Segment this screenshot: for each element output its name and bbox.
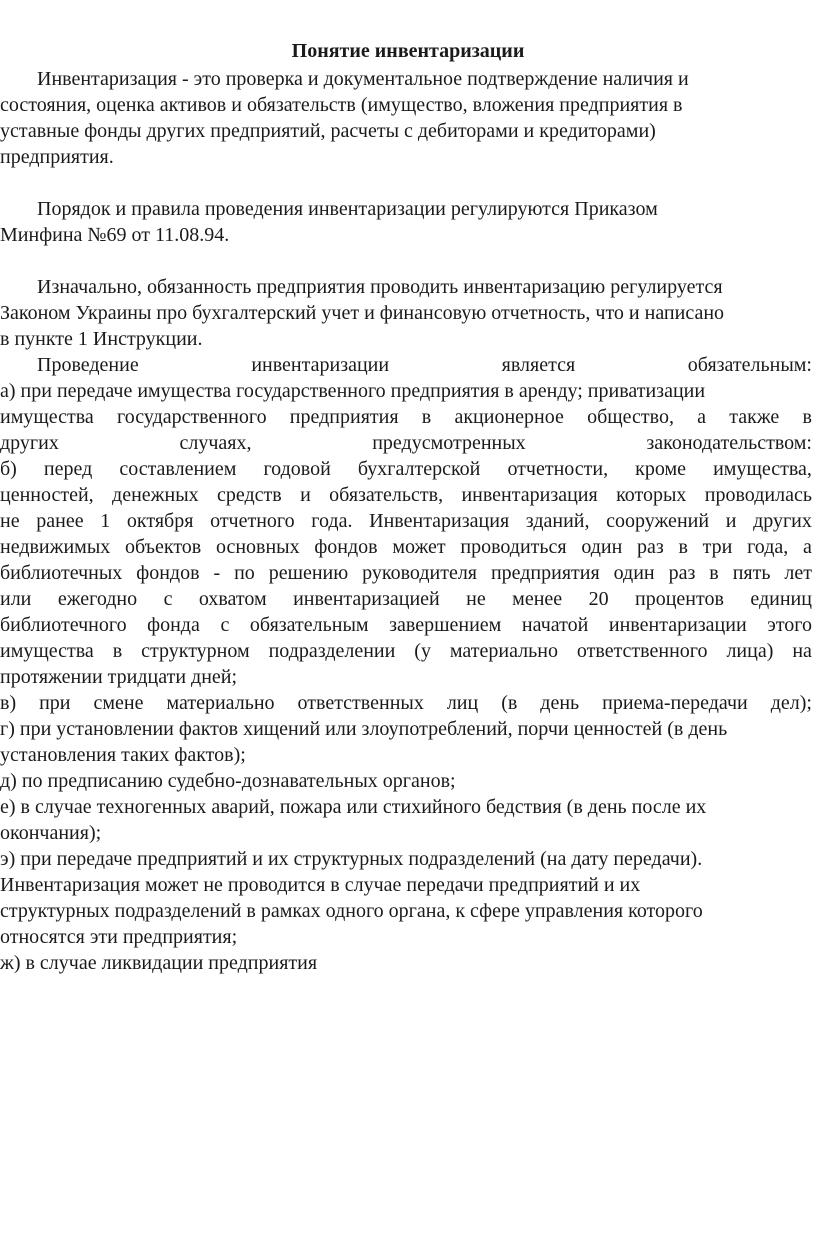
line-word: бухгалтерской [357, 458, 481, 480]
line-word: структурном [141, 640, 250, 662]
line-word: может [392, 536, 446, 558]
line-word: обязательным: [687, 354, 812, 376]
line-word: Проведение [37, 354, 139, 376]
line-word: материально [166, 692, 275, 714]
line-word: подразделении [268, 640, 396, 662]
line-text: Порядок и правила проведения инвентаризации регулируются Приказом [37, 198, 658, 220]
justified-line [37, 352, 812, 378]
text-line [0, 898, 816, 924]
line-word: по [234, 562, 255, 584]
text-line [0, 638, 816, 664]
paragraph-gap [0, 170, 816, 196]
line-word: не [0, 510, 20, 532]
text-line [0, 690, 816, 716]
justified-line [0, 534, 812, 560]
line-word: фондов [136, 562, 200, 584]
line-word: государственного [117, 406, 267, 428]
line-word: акционерное [454, 406, 564, 428]
line-word: инвентаризацией [293, 588, 440, 610]
line-word: при [39, 692, 71, 714]
line-word: б) [0, 458, 17, 480]
line-text: состояния, оценка активов и обязательств (имущество, вложения предприятия в [0, 94, 683, 116]
line-word: в [678, 536, 688, 558]
text-line [0, 92, 816, 118]
line-text: относятся эти предприятия; [0, 926, 238, 948]
line-word: предприятия [490, 562, 600, 584]
text-line [0, 456, 816, 482]
line-word: ответственных [297, 692, 424, 714]
line-word: обязательным [249, 614, 369, 636]
line-text: Инвентаризация может не проводится в случае передачи предприятий и их [0, 874, 641, 896]
line-word: фонда [147, 614, 200, 636]
line-word: ранее [36, 510, 84, 532]
line-word: ежегодно [57, 588, 138, 610]
text-line [0, 196, 816, 222]
line-word: в [802, 406, 812, 428]
text-line [0, 430, 816, 456]
line-word: один [581, 536, 623, 558]
line-word: перед [43, 458, 93, 480]
text-line [0, 924, 816, 950]
line-text: уставные фонды других предприятий, расчеты с дебиторами и кредиторами) [0, 120, 656, 142]
line-word: предусмотренных [372, 432, 526, 454]
line-word: лица) [726, 640, 774, 662]
line-word: инвентаризации [608, 614, 747, 636]
line-word: и [300, 484, 311, 506]
justified-line [0, 638, 812, 664]
line-word: денежных [112, 484, 199, 506]
line-word: библиотечных [0, 562, 123, 584]
line-word: предприятия [289, 406, 399, 428]
line-word: на [792, 640, 812, 662]
line-word: общество, [587, 406, 674, 428]
text-line [0, 404, 816, 430]
line-word: в) [0, 692, 17, 714]
line-text: Инвентаризация - это проверка и документальное подтверждение наличия и [37, 68, 689, 90]
line-word: начатой [521, 614, 589, 636]
line-word: недвижимых [0, 536, 111, 558]
line-word: один [613, 562, 655, 584]
line-word: день [540, 692, 580, 714]
text-line [0, 612, 816, 638]
line-word: случаях, [179, 432, 252, 454]
line-word: завершением [389, 614, 502, 636]
line-word: других [753, 510, 812, 532]
line-text: ж) в случае ликвидации предприятия [0, 952, 318, 974]
line-word: в [421, 406, 432, 428]
line-word: (в [501, 692, 518, 714]
line-text: Законом Украины про бухгалтерский учет и финансовую отчетность, что и написано [0, 302, 725, 324]
justified-line [0, 404, 812, 430]
line-text: э) при передаче предприятий и их структурных подразделений (на дату передачи). [0, 848, 703, 870]
line-text: Изначально, обязанность предприятия проводить инвентаризацию регулируется [37, 276, 723, 298]
line-word: Инвентаризация [369, 510, 510, 532]
line-word: проводилась [704, 484, 812, 506]
text-line [0, 820, 816, 846]
line-text: в пункте 1 Инструкции. [0, 328, 203, 350]
justified-line [0, 690, 812, 716]
text-line [0, 742, 816, 768]
justified-line [0, 508, 812, 534]
text-line [0, 66, 816, 92]
line-word: сооружений [606, 510, 710, 532]
line-word: - [213, 562, 221, 584]
text-line [0, 534, 816, 560]
justified-line [0, 612, 812, 638]
line-word: зданий, [525, 510, 590, 532]
line-word: ответственного [576, 640, 708, 662]
justified-line [0, 482, 812, 508]
line-word: (у [414, 640, 431, 662]
text-line [0, 482, 816, 508]
line-word: годовой [263, 458, 331, 480]
line-word: составлением [119, 458, 237, 480]
line-word: законодательством: [646, 432, 812, 454]
text-line [0, 274, 816, 300]
line-word: с [220, 614, 230, 636]
line-word: процентов [635, 588, 724, 610]
line-text: окончания); [0, 822, 102, 844]
text-line [0, 326, 816, 352]
line-word: лиц [446, 692, 479, 714]
text-line [0, 794, 816, 820]
line-word: с [163, 588, 173, 610]
text-line [0, 586, 816, 612]
line-word: раз [637, 536, 664, 558]
line-word: является [501, 354, 576, 376]
line-word: этого [767, 614, 812, 636]
text-line [0, 846, 816, 872]
line-text: д) по предписанию судебно-дознавательных органов; [0, 770, 456, 792]
line-word: 1 [100, 510, 111, 532]
text-line [0, 716, 816, 742]
line-word: 20 [588, 588, 609, 610]
line-word: приема-передачи [602, 692, 748, 714]
text-line [0, 872, 816, 898]
line-word: три [702, 536, 733, 558]
line-word: не [466, 588, 486, 610]
line-word: решению [268, 562, 349, 584]
line-text: предприятия. [0, 146, 114, 168]
line-word: раз [668, 562, 696, 584]
line-word: пять [732, 562, 771, 584]
text-line [0, 222, 816, 248]
text-line [0, 352, 816, 378]
line-word: октября [126, 510, 194, 532]
line-text: е) в случае техногенных аварий, пожара или стихийного бедствия (в день после их [0, 796, 707, 818]
line-word: других [0, 432, 59, 454]
line-word: в [709, 562, 719, 584]
line-word: а [802, 536, 812, 558]
text-line [0, 950, 816, 976]
line-word: имущества, [713, 458, 812, 480]
line-word: инвентаризация [461, 484, 598, 506]
line-word: в [112, 640, 123, 662]
line-word: или [0, 588, 32, 610]
justified-line [0, 430, 812, 456]
text-line [0, 300, 816, 326]
line-text: г) при установлении фактов хищений или злоупотреблений, порчи ценностей (в день [0, 718, 728, 740]
line-word: года, [747, 536, 789, 558]
line-word: менее [512, 588, 563, 610]
line-word: имущества [0, 406, 94, 428]
line-word: обязательств, [329, 484, 444, 506]
line-word: охватом [198, 588, 267, 610]
line-word: фондов [314, 536, 378, 558]
text-line [0, 508, 816, 534]
text-line [0, 144, 816, 170]
text-line [0, 118, 816, 144]
justified-line [0, 586, 812, 612]
line-word: и [725, 510, 737, 532]
line-text: установления таких фактов); [0, 744, 246, 766]
line-word: отчетности, [507, 458, 609, 480]
line-text: а) при передаче имущества государственного предприятия в аренду; приватизации [0, 380, 706, 402]
text-line [0, 560, 816, 586]
line-word: материально [449, 640, 558, 662]
line-word: отчетного [210, 510, 295, 532]
line-word: основных [215, 536, 300, 558]
line-word: которых [616, 484, 687, 506]
line-word: кроме [635, 458, 687, 480]
document-body [0, 66, 816, 976]
line-word: смене [93, 692, 144, 714]
line-word: библиотечного [0, 614, 127, 636]
text-line [0, 378, 816, 404]
line-text: протяжении тридцати дней; [0, 666, 238, 688]
line-word: дел); [770, 692, 812, 714]
justified-line [0, 456, 812, 482]
line-word: единиц [750, 588, 812, 610]
line-word: инвентаризации [251, 354, 390, 376]
line-word: проводиться [460, 536, 567, 558]
line-word: года. [311, 510, 353, 532]
text-line [0, 768, 816, 794]
line-text: структурных подразделений в рамках одного органа, к сфере управления которого [0, 900, 703, 922]
justified-line [0, 560, 812, 586]
paragraph-gap [0, 248, 816, 274]
line-word: ценностей, [0, 484, 94, 506]
line-word: средств [217, 484, 282, 506]
line-word: а [697, 406, 707, 428]
line-word: лет [784, 562, 812, 584]
line-word: имущества [0, 640, 94, 662]
document-title: Понятие инвентаризации [291, 40, 525, 62]
line-word: руководителя [362, 562, 477, 584]
text-line [0, 664, 816, 690]
line-word: объектов [124, 536, 202, 558]
line-word: также [729, 406, 780, 428]
line-text: Минфина №69 от 11.08.94. [0, 224, 230, 246]
